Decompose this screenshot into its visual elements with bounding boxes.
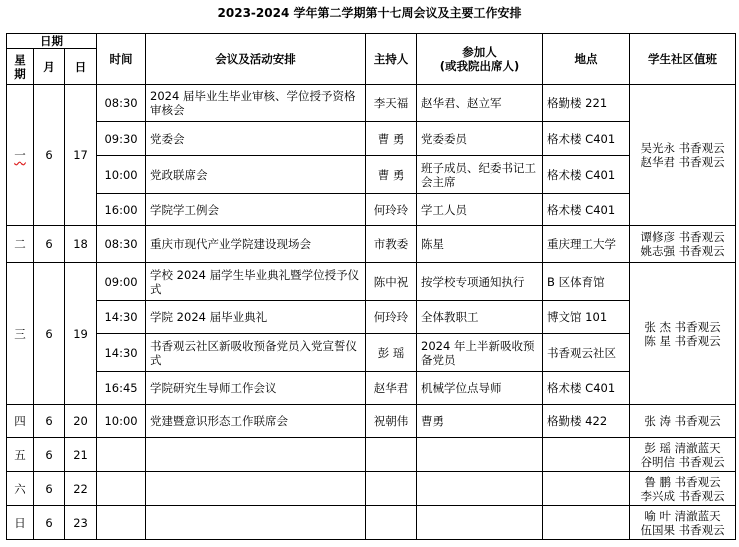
page-title: 2023-2024 学年第二学期第十七周会议及主要工作安排	[217, 6, 522, 20]
agenda-cell: 学校 2024 届学生毕业典礼暨学位授予仪式	[146, 263, 366, 301]
location-header: 地点	[543, 34, 630, 85]
table-row	[7, 405, 736, 438]
location-cell: 博文馆 101	[543, 301, 630, 334]
agenda-header: 会议及活动安排	[146, 34, 366, 85]
attendees-cell: 陈星	[417, 226, 543, 263]
time-cell: 09:00	[97, 263, 146, 301]
agenda-cell	[146, 438, 366, 472]
day-cell: 21	[65, 438, 97, 472]
agenda-cell: 学院研究生导师工作会议	[146, 372, 366, 405]
location-cell: 重庆理工大学	[543, 226, 630, 263]
attendees-cell: 全体教职工	[417, 301, 543, 334]
month-cell: 6	[34, 263, 65, 405]
agenda-cell: 2024 届毕业生毕业审核、学位授予资格审核会	[146, 85, 366, 122]
time-cell: 08:30	[97, 226, 146, 263]
duty-line: 谷明信 书香观云	[640, 454, 725, 469]
duty-cell	[630, 85, 736, 226]
weekday-cell: 二	[7, 226, 34, 263]
weekday-cell: 六	[7, 472, 34, 506]
day-cell: 22	[65, 472, 97, 506]
table-row	[7, 506, 736, 540]
time-cell: 16:00	[97, 194, 146, 226]
weekday-cell: 四	[7, 405, 34, 438]
month-cell: 6	[34, 472, 65, 506]
table-row	[7, 372, 736, 405]
duty-cell	[630, 405, 736, 438]
duty-line: 鲁 鹏 书香观云	[644, 474, 721, 489]
location-cell	[543, 506, 630, 540]
attendees-cell: 学工人员	[417, 194, 543, 226]
attendees-cell: 班子成员、纪委书记工会主席	[417, 156, 543, 194]
host-cell: 市教委	[366, 226, 417, 263]
duty-line: 陈 星 书香观云	[644, 333, 721, 348]
time-cell	[97, 472, 146, 506]
host-cell: 曹 勇	[366, 156, 417, 194]
attendees-cell: 按学校专项通知执行	[417, 263, 543, 301]
duty-line: 张 涛 书香观云	[644, 414, 721, 428]
location-cell: 格术楼 C401	[543, 194, 630, 226]
host-cell: 何玲玲	[366, 301, 417, 334]
weekday-header-text: 星期	[14, 52, 26, 81]
day-cell: 20	[65, 405, 97, 438]
time-header: 时间	[97, 34, 146, 85]
location-cell: 书香观云社区	[543, 334, 630, 372]
host-cell: 祝朝伟	[366, 405, 417, 438]
duty-cell	[630, 226, 736, 263]
attendees-cell: 曹勇	[417, 405, 543, 438]
agenda-cell: 学院 2024 届毕业典礼	[146, 301, 366, 334]
time-cell: 16:45	[97, 372, 146, 405]
location-cell	[543, 438, 630, 472]
host-cell	[366, 506, 417, 540]
host-cell: 陈中祝	[366, 263, 417, 301]
duty-line: 喻 叶 清澈蓝天	[644, 508, 721, 523]
duty-line: 吴光永 书香观云	[640, 141, 725, 155]
month-cell: 6	[34, 438, 65, 472]
host-cell: 何玲玲	[366, 194, 417, 226]
time-cell	[97, 438, 146, 472]
duty-header: 学生社区值班	[630, 34, 736, 85]
table-row	[7, 194, 736, 226]
host-cell: 李天福	[366, 85, 417, 122]
attendees-cell: 2024 年上半新吸收预备党员	[417, 334, 543, 372]
time-cell: 10:00	[97, 156, 146, 194]
attendees-header-note: (或我院出席人)	[439, 59, 520, 73]
agenda-cell	[146, 506, 366, 540]
time-cell: 09:30	[97, 122, 146, 156]
attendees-cell: 党委委员	[417, 122, 543, 156]
weekday-cell: 五	[7, 438, 34, 472]
attendees-cell	[417, 472, 543, 506]
time-cell: 08:30	[97, 85, 146, 122]
day-cell: 18	[65, 226, 97, 263]
host-cell	[366, 438, 417, 472]
day-cell: 17	[65, 85, 97, 226]
location-cell: 格术楼 C401	[543, 156, 630, 194]
location-cell: 格术楼 C401	[543, 122, 630, 156]
agenda-cell: 学院学工例会	[146, 194, 366, 226]
attendees-header	[417, 34, 543, 85]
table-row	[7, 85, 736, 122]
table-row	[7, 263, 736, 301]
agenda-cell	[146, 472, 366, 506]
agenda-cell: 党建暨意识形态工作联席会	[146, 405, 366, 438]
month-cell: 6	[34, 506, 65, 540]
location-cell	[543, 472, 630, 506]
weekday-text: 一	[14, 148, 26, 162]
date-group-header: 日期	[7, 34, 97, 49]
agenda-cell: 重庆市现代产业学院建设现场会	[146, 226, 366, 263]
table-row	[7, 334, 736, 372]
host-cell: 彭 瑶	[366, 334, 417, 372]
time-cell: 14:30	[97, 301, 146, 334]
duty-line: 谭修彦 书香观云	[640, 230, 725, 244]
attendees-header-main: 参加人	[462, 45, 497, 59]
location-cell: 格勤楼 422	[543, 405, 630, 438]
weekday-header	[7, 49, 34, 85]
host-cell	[366, 472, 417, 506]
attendees-cell	[417, 438, 543, 472]
duty-line: 李兴成 书香观云	[640, 488, 725, 503]
duty-cell	[630, 263, 736, 405]
weekday-cell	[7, 85, 34, 226]
month-header: 月	[34, 49, 65, 85]
time-cell: 10:00	[97, 405, 146, 438]
table-row	[7, 156, 736, 194]
agenda-cell: 党政联席会	[146, 156, 366, 194]
attendees-cell	[417, 506, 543, 540]
day-cell: 23	[65, 506, 97, 540]
agenda-cell: 书香观云社区新吸收预备党员入党宣誓仪式	[146, 334, 366, 372]
table-row	[7, 122, 736, 156]
weekday-cell: 三	[7, 263, 34, 405]
duty-line: 彭 瑶 清澈蓝天	[644, 440, 721, 455]
duty-cell	[630, 438, 736, 472]
location-cell: B 区体育馆	[543, 263, 630, 301]
duty-line: 赵华君 书香观云	[640, 155, 725, 169]
table-row	[7, 472, 736, 506]
duty-cell	[630, 506, 736, 540]
schedule-table	[6, 33, 736, 540]
location-cell: 格勤楼 221	[543, 85, 630, 122]
host-cell: 曹 勇	[366, 122, 417, 156]
duty-line: 张 杰 书香观云	[644, 319, 721, 334]
day-cell: 19	[65, 263, 97, 405]
time-cell: 14:30	[97, 334, 146, 372]
host-header: 主持人	[366, 34, 417, 85]
agenda-cell: 党委会	[146, 122, 366, 156]
duty-line: 姚志强 书香观云	[640, 244, 725, 258]
month-cell: 6	[34, 85, 65, 226]
weekday-cell: 日	[7, 506, 34, 540]
table-row	[7, 226, 736, 263]
location-cell: 格术楼 C401	[543, 372, 630, 405]
table-row	[7, 438, 736, 472]
duty-line: 伍国果 书香观云	[640, 522, 725, 537]
attendees-cell: 机械学位点导师	[417, 372, 543, 405]
attendees-cell: 赵华君、赵立军	[417, 85, 543, 122]
host-cell: 赵华君	[366, 372, 417, 405]
time-cell	[97, 506, 146, 540]
day-header: 日	[65, 49, 97, 85]
month-cell: 6	[34, 226, 65, 263]
table-row	[7, 301, 736, 334]
duty-cell	[630, 472, 736, 506]
month-cell: 6	[34, 405, 65, 438]
